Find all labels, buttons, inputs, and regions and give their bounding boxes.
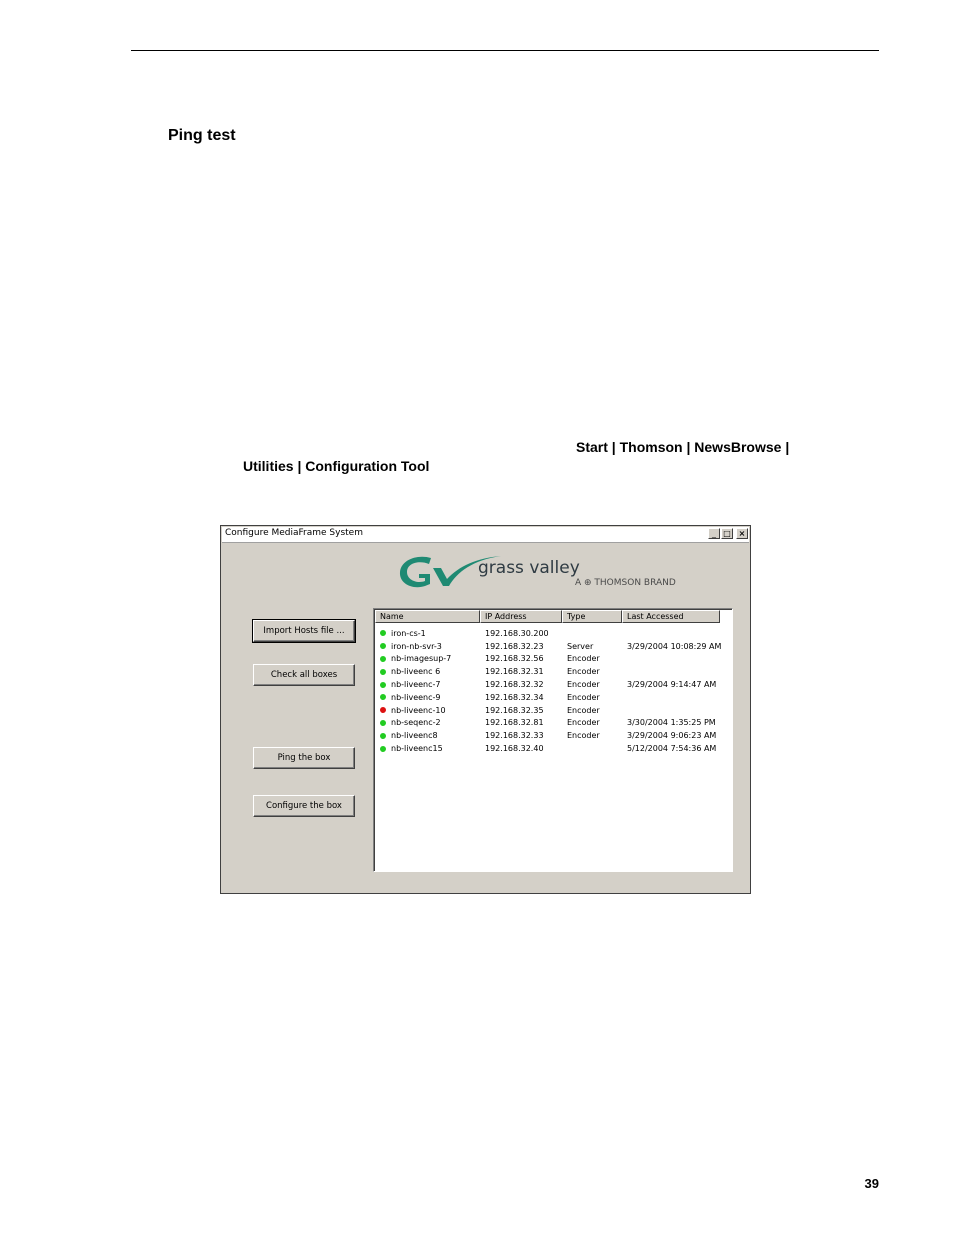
table-row[interactable] [376, 704, 733, 717]
status-ok-icon [380, 682, 386, 688]
table-row[interactable] [376, 678, 733, 691]
host-name-cell: nb-liveenc-10 [391, 705, 446, 715]
window-title: Configure MediaFrame System [225, 528, 363, 538]
header-rule [131, 50, 879, 51]
configure-box-button[interactable]: Configure the box [253, 795, 355, 817]
column-header-ip[interactable]: IP Address [480, 610, 562, 623]
host-name-cell: nb-liveenc 6 [391, 667, 441, 677]
host-name-cell: iron-nb-svr-3 [391, 641, 442, 651]
ip-address-cell: 192.168.32.40 [485, 744, 544, 754]
host-name-cell: nb-liveenc-7 [391, 680, 441, 690]
last-accessed-cell: 3/29/2004 10:08:29 AM [627, 641, 722, 651]
hosts-list[interactable] [373, 608, 733, 872]
last-accessed-cell: 5/12/2004 7:54:36 AM [627, 744, 717, 754]
table-row[interactable] [376, 665, 733, 678]
status-ok-icon [380, 643, 386, 649]
menu-path-line-1: Start | Thomson | NewsBrowse | [576, 439, 790, 455]
window-titlebar[interactable] [222, 527, 749, 543]
type-cell: Encoder [567, 680, 600, 690]
table-row[interactable] [376, 640, 733, 653]
ping-box-button[interactable]: Ping the box [253, 747, 355, 769]
ip-address-cell: 192.168.32.81 [485, 718, 544, 728]
table-row[interactable] [376, 717, 733, 730]
table-row[interactable] [376, 653, 733, 666]
close-button[interactable]: × [736, 528, 748, 539]
status-ok-icon [380, 733, 386, 739]
grass-valley-logo [397, 550, 677, 594]
type-cell: Encoder [567, 692, 600, 702]
ip-address-cell: 192.168.30.200 [485, 628, 549, 638]
ip-address-cell: 192.168.32.56 [485, 654, 544, 664]
column-header-type[interactable]: Type [562, 610, 622, 623]
section-title: Ping test [168, 127, 236, 144]
minimize-button[interactable]: _ [708, 528, 720, 539]
column-header-name[interactable]: Name [375, 610, 480, 623]
check-all-boxes-button[interactable]: Check all boxes [253, 664, 355, 686]
ip-address-cell: 192.168.32.23 [485, 641, 544, 651]
import-hosts-button[interactable]: Import Hosts file ... [253, 620, 355, 642]
host-name-cell: nb-seqenc-2 [391, 718, 441, 728]
table-row[interactable] [376, 742, 733, 755]
status-ok-icon [380, 656, 386, 662]
ip-address-cell: 192.168.32.35 [485, 705, 544, 715]
host-name-cell: nb-liveenc15 [391, 744, 443, 754]
last-accessed-cell: 3/29/2004 9:06:23 AM [627, 731, 717, 741]
ip-address-cell: 192.168.32.31 [485, 667, 544, 677]
type-cell: Encoder [567, 731, 600, 741]
host-name-cell: iron-cs-1 [391, 628, 426, 638]
menu-path-line-2: Utilities | Configuration Tool [243, 458, 430, 474]
list-header [375, 610, 720, 623]
table-row[interactable] [376, 691, 733, 704]
last-accessed-cell: 3/29/2004 9:14:47 AM [627, 680, 717, 690]
ip-address-cell: 192.168.32.34 [485, 692, 544, 702]
window-controls [708, 528, 748, 539]
ip-address-cell: 192.168.32.32 [485, 680, 544, 690]
maximize-button[interactable]: □ [721, 528, 733, 539]
status-ok-icon [380, 669, 386, 675]
table-row[interactable] [376, 627, 733, 640]
column-header-last-accessed[interactable]: Last Accessed [622, 610, 720, 623]
status-ok-icon [380, 720, 386, 726]
configure-mediaframe-window [220, 525, 751, 894]
type-cell: Encoder [567, 718, 600, 728]
logo-brand-line: A ⊕ THOMSON BRAND [575, 578, 676, 588]
status-error-icon [380, 707, 386, 713]
host-name-cell: nb-imagesup-7 [391, 654, 452, 664]
page-number: 39 [864, 1176, 879, 1191]
type-cell: Encoder [567, 654, 600, 664]
status-ok-icon [380, 694, 386, 700]
status-ok-icon [380, 746, 386, 752]
host-name-cell: nb-liveenc-9 [391, 692, 441, 702]
table-row[interactable] [376, 729, 733, 742]
type-cell: Encoder [567, 667, 600, 677]
list-rows [376, 627, 733, 755]
last-accessed-cell: 3/30/2004 1:35:25 PM [627, 718, 716, 728]
status-ok-icon [380, 630, 386, 636]
logo-wordmark: grass valley [478, 558, 580, 578]
ip-address-cell: 192.168.32.33 [485, 731, 544, 741]
type-cell: Server [567, 641, 594, 651]
host-name-cell: nb-liveenc8 [391, 731, 438, 741]
type-cell: Encoder [567, 705, 600, 715]
